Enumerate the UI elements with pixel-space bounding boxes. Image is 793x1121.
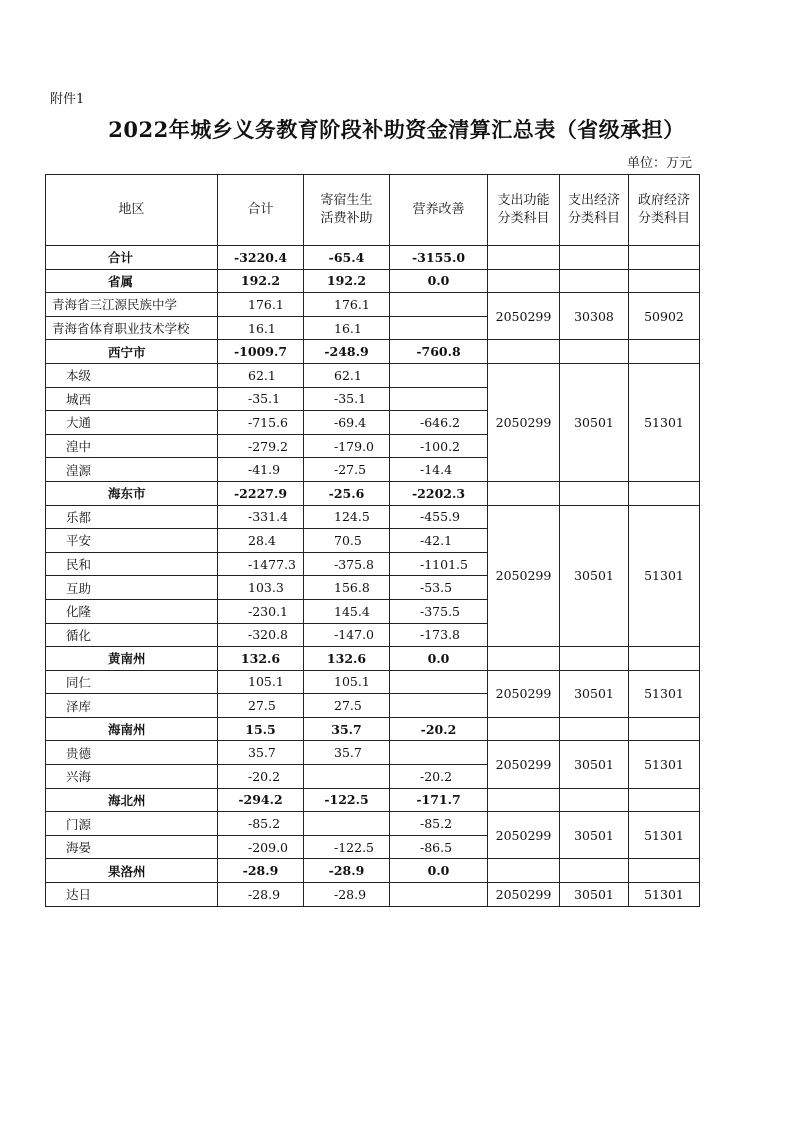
row-total: 105.1: [218, 670, 304, 694]
row-total: 16.1: [218, 316, 304, 340]
table-row: [46, 363, 700, 387]
row-name: 贵德: [46, 741, 218, 765]
row-name: 泽库: [46, 694, 218, 718]
row-boarding: 156.8: [304, 576, 390, 600]
row-nutrition: -42.1: [390, 529, 488, 553]
row-total: 192.2: [218, 269, 304, 293]
row-name: 湟源: [46, 458, 218, 482]
row-boarding: -65.4: [304, 246, 390, 270]
gov-code: 51301: [629, 741, 700, 788]
row-total: -28.9: [218, 883, 304, 907]
func-code: 2050299: [488, 363, 560, 481]
row-name: 门源: [46, 812, 218, 836]
row-boarding: -28.9: [304, 859, 390, 883]
row-boarding: 132.6: [304, 647, 390, 671]
row-total: 35.7: [218, 741, 304, 765]
row-total: 28.4: [218, 529, 304, 553]
row-boarding: 70.5: [304, 529, 390, 553]
row-name: 海南州: [46, 717, 218, 741]
row-nutrition: [390, 293, 488, 317]
table-header-row: [46, 175, 700, 246]
row-nutrition: -2202.3: [390, 481, 488, 505]
table-row: [46, 741, 700, 765]
row-name: 黄南州: [46, 647, 218, 671]
func-code: 2050299: [488, 293, 560, 340]
row-name: 大通: [46, 411, 218, 435]
row-nutrition: [390, 694, 488, 718]
row-nutrition: -3155.0: [390, 246, 488, 270]
row-boarding: [304, 765, 390, 789]
row-nutrition: 0.0: [390, 647, 488, 671]
header-total: 合计: [218, 175, 304, 246]
row-name: 化隆: [46, 599, 218, 623]
row-name: 本级: [46, 363, 218, 387]
row-total: -28.9: [218, 859, 304, 883]
row-name: 湟中: [46, 434, 218, 458]
row-nutrition: [390, 316, 488, 340]
func-code: 2050299: [488, 812, 560, 859]
row-nutrition: -85.2: [390, 812, 488, 836]
table-row: [46, 883, 700, 907]
row-boarding: 62.1: [304, 363, 390, 387]
row-nutrition: -760.8: [390, 340, 488, 364]
func-code: 2050299: [488, 505, 560, 647]
row-total: -279.2: [218, 434, 304, 458]
func-code: 2050299: [488, 883, 560, 907]
row-total: -1477.3: [218, 552, 304, 576]
row-total: -41.9: [218, 458, 304, 482]
row-boarding: -35.1: [304, 387, 390, 411]
row-total: 15.5: [218, 717, 304, 741]
func-code: 2050299: [488, 670, 560, 717]
row-nutrition: [390, 363, 488, 387]
page-title: 2022年城乡义务教育阶段补助资金清算汇总表（省级承担）: [108, 117, 685, 142]
row-name: 城西: [46, 387, 218, 411]
header-gov-code: 政府经济 分类科目: [629, 175, 700, 246]
row-name: 青海省三江源民族中学: [46, 293, 218, 317]
row-name: 平安: [46, 529, 218, 553]
row-total: 103.3: [218, 576, 304, 600]
row-boarding: 35.7: [304, 717, 390, 741]
row-total: 132.6: [218, 647, 304, 671]
func-code: 2050299: [488, 741, 560, 788]
econ-code: 30501: [560, 883, 629, 907]
row-name: 省属: [46, 269, 218, 293]
row-name: 海东市: [46, 481, 218, 505]
gov-code: 51301: [629, 812, 700, 859]
row-name: 达日: [46, 883, 218, 907]
table-row-subtotal: [46, 788, 700, 812]
attachment-label: 附件1: [50, 92, 85, 107]
row-name: 青海省体育职业技术学校: [46, 316, 218, 340]
row-nutrition: [390, 670, 488, 694]
row-name: 海北州: [46, 788, 218, 812]
row-nutrition: -171.7: [390, 788, 488, 812]
row-nutrition: [390, 883, 488, 907]
subsidy-table: [45, 174, 700, 907]
table-row: [46, 812, 700, 836]
row-nutrition: [390, 741, 488, 765]
econ-code: 30501: [560, 812, 629, 859]
row-total: 27.5: [218, 694, 304, 718]
row-boarding: -147.0: [304, 623, 390, 647]
row-total: -209.0: [218, 835, 304, 859]
row-nutrition: -646.2: [390, 411, 488, 435]
row-nutrition: -86.5: [390, 835, 488, 859]
row-total: -1009.7: [218, 340, 304, 364]
row-boarding: 145.4: [304, 599, 390, 623]
row-nutrition: -53.5: [390, 576, 488, 600]
row-name: 兴海: [46, 765, 218, 789]
row-nutrition: -14.4: [390, 458, 488, 482]
row-nutrition: -1101.5: [390, 552, 488, 576]
row-nutrition: 0.0: [390, 269, 488, 293]
row-boarding: -375.8: [304, 552, 390, 576]
table-row-subtotal: [46, 647, 700, 671]
row-name: 互助: [46, 576, 218, 600]
row-name: 同仁: [46, 670, 218, 694]
gov-code: 51301: [629, 363, 700, 481]
row-boarding: -179.0: [304, 434, 390, 458]
row-boarding: 105.1: [304, 670, 390, 694]
row-total: -230.1: [218, 599, 304, 623]
row-total: -294.2: [218, 788, 304, 812]
row-boarding: [304, 812, 390, 836]
econ-code: 30501: [560, 741, 629, 788]
row-boarding: 192.2: [304, 269, 390, 293]
econ-code: 30501: [560, 670, 629, 717]
row-total: 176.1: [218, 293, 304, 317]
row-boarding: -122.5: [304, 788, 390, 812]
row-boarding: 176.1: [304, 293, 390, 317]
table-row-subtotal: [46, 269, 700, 293]
table-row-subtotal: [46, 859, 700, 883]
gov-code: 50902: [629, 293, 700, 340]
row-total: -715.6: [218, 411, 304, 435]
row-nutrition: -375.5: [390, 599, 488, 623]
row-nutrition: 0.0: [390, 859, 488, 883]
header-region: 地区: [46, 175, 218, 246]
gov-code: 51301: [629, 883, 700, 907]
row-boarding: -27.5: [304, 458, 390, 482]
row-nutrition: -20.2: [390, 717, 488, 741]
row-total: -320.8: [218, 623, 304, 647]
row-total: -85.2: [218, 812, 304, 836]
row-name: 民和: [46, 552, 218, 576]
unit-label: 单位：万元: [627, 156, 693, 171]
table-row-grand-total: [46, 246, 700, 270]
row-boarding: -25.6: [304, 481, 390, 505]
row-nutrition: -20.2: [390, 765, 488, 789]
table-row-subtotal: [46, 717, 700, 741]
row-boarding: -28.9: [304, 883, 390, 907]
row-total: -3220.4: [218, 246, 304, 270]
econ-code: 30308: [560, 293, 629, 340]
header-nutrition: 营养改善: [390, 175, 488, 246]
row-nutrition: -100.2: [390, 434, 488, 458]
row-name: 西宁市: [46, 340, 218, 364]
row-total: -20.2: [218, 765, 304, 789]
table-row: [46, 670, 700, 694]
row-name: 合计: [46, 246, 218, 270]
row-name: 海晏: [46, 835, 218, 859]
row-name: 果洛州: [46, 859, 218, 883]
row-name: 循化: [46, 623, 218, 647]
row-total: -2227.9: [218, 481, 304, 505]
econ-code: 30501: [560, 505, 629, 647]
row-total: -35.1: [218, 387, 304, 411]
row-boarding: 124.5: [304, 505, 390, 529]
row-nutrition: -173.8: [390, 623, 488, 647]
table-row: [46, 293, 700, 317]
row-boarding: -69.4: [304, 411, 390, 435]
row-boarding: -122.5: [304, 835, 390, 859]
gov-code: 51301: [629, 670, 700, 717]
table-row-subtotal: [46, 340, 700, 364]
row-boarding: 35.7: [304, 741, 390, 765]
row-nutrition: -455.9: [390, 505, 488, 529]
row-total: -331.4: [218, 505, 304, 529]
row-name: 乐都: [46, 505, 218, 529]
header-boarding: 寄宿生生 活费补助: [304, 175, 390, 246]
row-boarding: 27.5: [304, 694, 390, 718]
table-row: [46, 505, 700, 529]
gov-code: 51301: [629, 505, 700, 647]
row-nutrition: [390, 387, 488, 411]
row-total: 62.1: [218, 363, 304, 387]
row-boarding: 16.1: [304, 316, 390, 340]
econ-code: 30501: [560, 363, 629, 481]
table-row-subtotal: [46, 481, 700, 505]
row-boarding: -248.9: [304, 340, 390, 364]
header-func-code: 支出功能 分类科目: [488, 175, 560, 246]
header-econ-code: 支出经济 分类科目: [560, 175, 629, 246]
